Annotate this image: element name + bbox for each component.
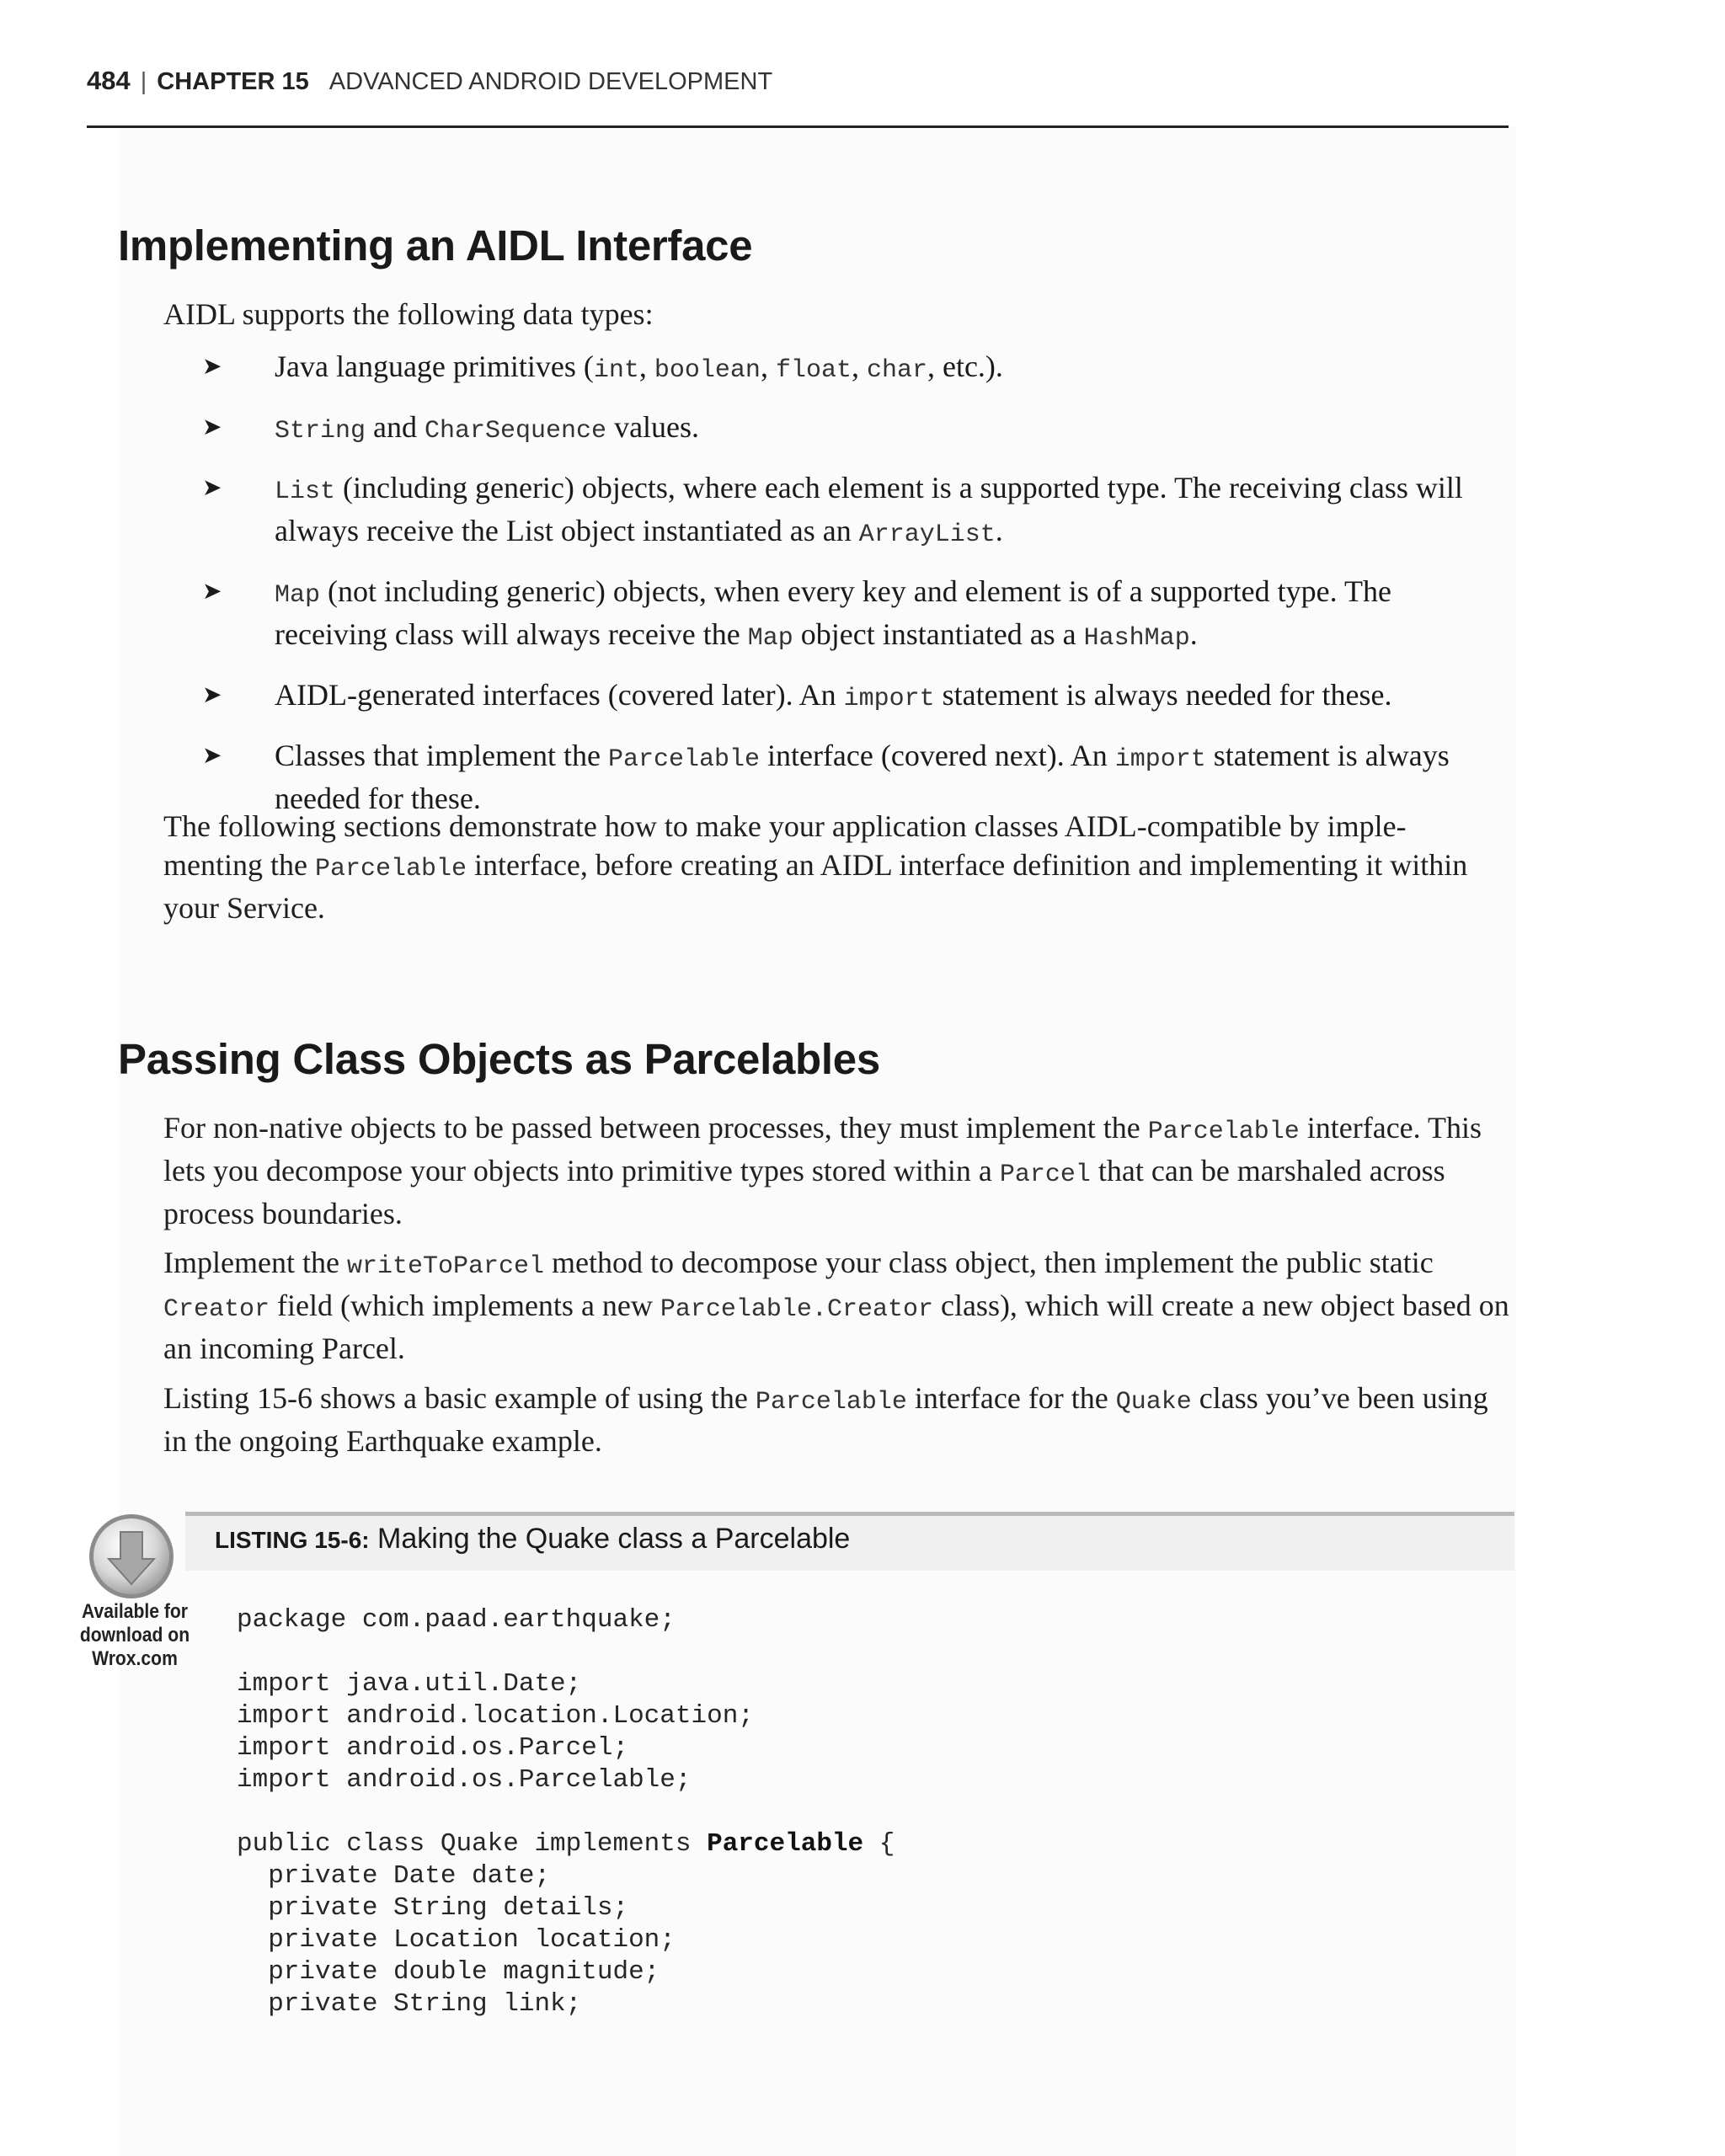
download-note-line: download on [79, 1624, 190, 1646]
arrow-bullet-icon: ➤ [202, 352, 222, 380]
code-listing [237, 1604, 895, 2020]
list-item-text: String and CharSequence values. [275, 410, 700, 446]
code-line: private String details; [237, 1893, 629, 1923]
inline-code: char [866, 356, 927, 385]
section-heading-parcelables: Passing Class Objects as Parcelables [118, 1035, 880, 1083]
code-line: package com.paad.earthquake; [237, 1605, 676, 1635]
header-separator: | [140, 68, 147, 95]
code-line: private double magnitude; [237, 1957, 660, 1987]
aidl-intro-paragraph: AIDL supports the following data types: [163, 297, 654, 331]
code-line: import java.util.Date; [237, 1669, 582, 1699]
inline-code: float [775, 356, 852, 385]
chapter-label: CHAPTER 15 [157, 68, 309, 95]
list-item-text: List (including generic) objects, where each element is a supported type. The receiving class will always receive the List object instantiated as an ArrayList. [275, 471, 1463, 549]
inline-code: CharSequence [425, 417, 607, 446]
list-item [163, 347, 1511, 390]
list-item [163, 675, 1511, 718]
list-item-text: Classes that implement the Parcelable interface (covered next). An import statement is always needed for these. [275, 739, 1450, 815]
list-item [163, 572, 1511, 658]
arrow-bullet-icon: ➤ [202, 413, 222, 440]
chapter-title: ADVANCED ANDROID DEVELOPMENT [328, 68, 773, 95]
inline-code: Creator [163, 1295, 270, 1324]
code-emphasis: Parcelable [707, 1829, 864, 1859]
inline-code: import [1114, 745, 1206, 774]
inline-code: Parcelable [1147, 1118, 1300, 1146]
inline-code: Parcelable.Creator [660, 1295, 933, 1324]
inline-code: Map [747, 624, 793, 653]
list-item [163, 408, 1511, 451]
section-heading-aidl: Implementing an AIDL Interface [118, 221, 753, 270]
parcelable-paragraph-1: For non-native objects to be passed between processes, they must implement the Parcelable interface. This lets you decompose your objects into primitive types stored within a Parcel that can be marshaled across process boundaries. [163, 1111, 1482, 1230]
inline-code: String [275, 417, 366, 446]
inline-code: Parcelable [755, 1388, 907, 1417]
code-line: import android.location.Location; [237, 1701, 754, 1731]
inline-code: import [843, 685, 935, 713]
code-line [237, 1636, 895, 1668]
list-item [163, 736, 1511, 818]
inline-code: Parcelable [607, 745, 760, 774]
inline-code: boolean [654, 356, 761, 385]
download-note [76, 1600, 195, 1671]
listing-label: LISTING 15-6: [215, 1527, 370, 1553]
arrow-bullet-icon: ➤ [202, 741, 222, 769]
download-note-line: Available for [82, 1600, 188, 1623]
list-item [163, 468, 1511, 554]
inline-code: int [593, 356, 639, 385]
running-header [87, 66, 1509, 128]
arrow-bullet-icon: ➤ [202, 577, 222, 605]
download-note-line: Wrox.com [92, 1647, 178, 1670]
listing-caption: Making the Quake class a Parcelable [377, 1523, 851, 1555]
inline-code: Map [275, 581, 321, 610]
list-item-text: AIDL-generated interfaces (covered later). An import statement is always needed for these. [275, 678, 1392, 713]
inline-code: Quake [1115, 1388, 1192, 1417]
arrow-bullet-icon: ➤ [202, 473, 222, 501]
arrow-bullet-icon: ➤ [202, 680, 222, 708]
code-line: private Location location; [237, 1925, 676, 1955]
code-line [237, 1796, 895, 1828]
code-line: private Date date; [237, 1861, 551, 1891]
inline-code: Parcelable [314, 855, 467, 883]
list-item-text: Java language primitives (int, boolean, float, char, etc.). [275, 350, 1003, 385]
inline-code: List [275, 478, 336, 506]
listing-title [215, 1523, 850, 1556]
inline-code: Parcel [999, 1161, 1091, 1189]
aidl-types-list [163, 347, 1511, 835]
code-line: private String link; [237, 1989, 582, 2019]
parcelable-paragraph-2: Implement the writeToParcel method to decompose your class object, then implement the public static Creator field (which implements a new Parcelable.Creator class), which will create a new object based on an incoming Parcel. [163, 1246, 1509, 1365]
inline-code: HashMap [1083, 624, 1190, 653]
list-item-text: Map (not including generic) objects, when every key and element is of a supported type. The receiving class will always receive the Map object instantiated as a HashMap. [275, 574, 1391, 653]
parcelable-paragraph-3: Listing 15-6 shows a basic example of using the Parcelable interface for the Quake class you’ve been using in the ongoing Earthquake example. [163, 1381, 1488, 1458]
page-number: 484 [87, 66, 131, 95]
inline-code: writeToParcel [346, 1252, 544, 1281]
download-icon [87, 1512, 176, 1601]
aidl-closing-paragraph: The following sections demonstrate how to make your application classes AIDL-compatible by imple- menting the Parcelable interface, before creating an AIDL interface definition and implementing it within your Service. [163, 809, 1468, 925]
code-line: public class Quake implements Parcelable { [237, 1829, 895, 1859]
code-line: import android.os.Parcelable; [237, 1765, 692, 1795]
code-line: import android.os.Parcel; [237, 1733, 629, 1763]
inline-code: ArrayList [858, 520, 996, 549]
